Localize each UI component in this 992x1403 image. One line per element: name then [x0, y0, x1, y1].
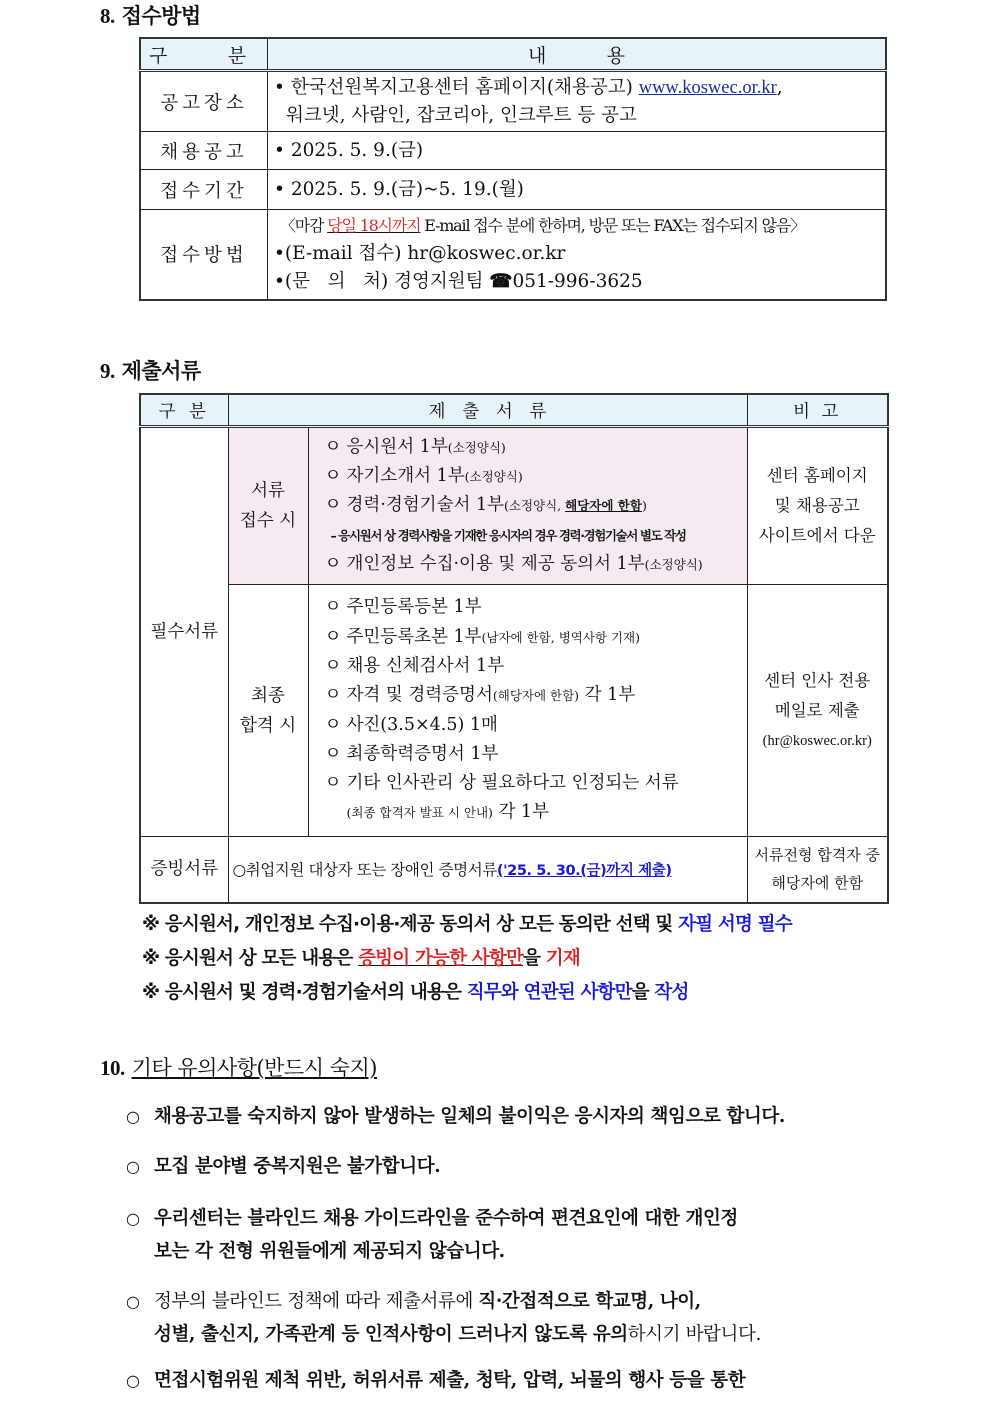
header-remarks: 비 고 — [747, 394, 888, 427]
row-content: • 2025. 5. 9.(금)~5. 19.(월) — [268, 170, 887, 210]
notice-item: ○ 채용공고를 숙지하지 않아 발생하는 일체의 불이익은 응시자의 책임으로 합니다. — [126, 1106, 785, 1127]
list-item: ㅇ 주민등록등본 1부 — [324, 597, 482, 618]
group-label-proof: 증빙서류 — [140, 837, 228, 903]
list-item: ㅇ 주민등록초본 1부(남자에 한함, 병역사항 기재) — [324, 626, 641, 647]
stage-label-final: 최종 합격 시 — [228, 585, 308, 837]
list-item: ㅇ 개인정보 수집·이용 및 제공 동의서 1부(소정양식) — [324, 553, 703, 574]
remark-application: 센터 홈페이지 및 채용공고 사이트에서 다운 — [747, 427, 888, 585]
list-item: ㅇ 자격 및 경력증명서(해당자에 한함) 각 1부 — [324, 685, 636, 706]
header-category: 구 분 — [140, 38, 268, 71]
section-title: 접수방법 — [121, 3, 201, 28]
list-item: ㅇ 사진(3.5×4.5) 1매 — [324, 714, 498, 735]
deadline-notice: 〈마감 당일 18시까지 E-mail 접수 분에 한하며, 방문 또는 FAX는 접수되지 않음〉 — [280, 216, 805, 236]
final-documents-list — [308, 585, 747, 837]
bullet-icon: • — [274, 179, 285, 200]
list-item: ㅇ 기타 인사관리 상 필요하다고 인정되는 서류 — [324, 773, 679, 794]
application-documents-list — [308, 427, 747, 585]
phone-icon: ☎ — [489, 271, 513, 293]
section-number: 8. — [100, 4, 115, 28]
row-content: • 한국선원복지고용센터 홈페이지(채용공고) www.koswec.or.kr, 워크넷, 사람인, 잡코리아, 인크루트 등 공고 — [268, 71, 887, 132]
documents-table — [139, 393, 889, 904]
group-label-required: 필수서류 — [140, 427, 228, 837]
deadline-highlight: 당일 18시까지 — [327, 216, 421, 236]
proof-documents: ○취업지원 대상자 또는 장애인 증명서류('25. 5. 30.(금)까지 제출) — [228, 837, 747, 903]
list-item: ㅇ 응시원서 1부(소정양식) — [324, 436, 506, 457]
section-number: 10. — [100, 1056, 125, 1080]
submission-deadline: ('25. 5. 30.(금)까지 제출) — [496, 863, 672, 880]
application-method-table — [139, 37, 887, 301]
website-link[interactable]: www.koswec.or.kr — [638, 78, 777, 98]
table-row — [140, 170, 886, 210]
email-address[interactable]: hr@koswec.or.kr — [407, 243, 566, 265]
header-content: 내 용 — [268, 38, 887, 71]
note-job-related: ※ 응시원서 및 경력·경험기술서의 내용은 직무와 연관된 사항만을 작성 — [142, 982, 689, 1003]
table-row-final — [140, 585, 888, 837]
table-row — [140, 210, 886, 300]
bullet-icon: • — [274, 77, 285, 98]
section-title: 기타 유의사항(반드시 숙지) — [131, 1056, 377, 1080]
header-category: 구 분 — [140, 394, 228, 427]
notes-block — [142, 908, 792, 1010]
bullet-icon: • — [274, 271, 285, 293]
phone-number: 051-996-3625 — [512, 271, 643, 293]
row-label: 접수방법 — [140, 210, 268, 300]
table-row-application — [140, 427, 888, 585]
section-title: 제출서류 — [121, 358, 201, 383]
header-documents: 제 출 서 류 — [228, 394, 747, 427]
bullet-icon: • — [274, 243, 285, 265]
list-item: ㅇ 채용 신체검사서 1부 — [324, 655, 504, 676]
section-number: 9. — [100, 359, 115, 383]
note-verifiable: ※ 응시원서 상 모든 내용은 증빙이 가능한 사항만을 기재 — [142, 948, 580, 969]
remark-proof: 서류전형 합격자 중 해당자에 한함 — [747, 837, 888, 903]
notice-item: ○ 면접시험위원 제척 위반, 허위서류 제출, 청탁, 압력, 뇌물의 행사 등을 통한 — [126, 1370, 746, 1391]
table-row-proof — [140, 837, 888, 903]
row-content: • 2025. 5. 9.(금) — [268, 132, 887, 170]
remark-final: 센터 인사 전용 메일로 제출 (hr@koswec.or.kr) — [747, 585, 888, 837]
list-item-continued: (최종 합격자 발표 시 안내) 각 1부 — [346, 802, 549, 823]
section-10-heading — [100, 1052, 377, 1082]
bullet-icon: ○ — [232, 861, 246, 880]
stage-label-application: 서류 접수 시 — [228, 427, 308, 585]
notice-item: ○ 정부의 블라인드 정책에 따라 제출서류에 직·간접적으로 학교명, 나이, 성별, 출신지, 가족관계 등 인적사항이 드러나지 않도록 유의하시기 바랍니다. — [126, 1291, 761, 1345]
note-signature: ※ 응시원서, 개인정보 수집·이용·제공 동의서 상 모든 동의란 선택 및 자필 서명 필수 — [142, 914, 792, 935]
list-item: ㅇ 자기소개서 1부(소정양식) — [324, 466, 523, 487]
section-9-heading — [100, 355, 201, 385]
row-label: 접수기간 — [140, 170, 268, 210]
notice-item: ○ 우리센터는 블라인드 채용 가이드라인을 준수하여 편견요인에 대한 개인정 보는 각 전형 위원들에게 제공되지 않습니다. — [126, 1208, 738, 1262]
row-label: 공고장소 — [140, 71, 268, 132]
list-item: ㅇ 경력·경험기술서 1부(소정양식, 해당자에 한함) — [324, 495, 647, 516]
list-item: ㅇ 최종학력증명서 1부 — [324, 743, 499, 764]
table-row — [140, 71, 886, 132]
list-subnote: – 응시원서 상 경력사항을 기재한 응시자의 경우 경력·경험기술서 별도 작성 — [330, 527, 686, 543]
row-content: 〈마감 당일 18시까지 E-mail 접수 분에 한하며, 방문 또는 FAX는 접수되지 않음〉 •(E-mail 접수) hr@koswec.or.kr •(문 의 처) 경영지원팀 ☎051-996-3625 — [268, 210, 887, 300]
notice-item: ○ 모집 분야별 중복지원은 불가합니다. — [126, 1156, 441, 1177]
section-8-heading — [100, 0, 201, 30]
row-label: 채용공고 — [140, 132, 268, 170]
bullet-icon: • — [274, 140, 285, 161]
table-row — [140, 132, 886, 170]
